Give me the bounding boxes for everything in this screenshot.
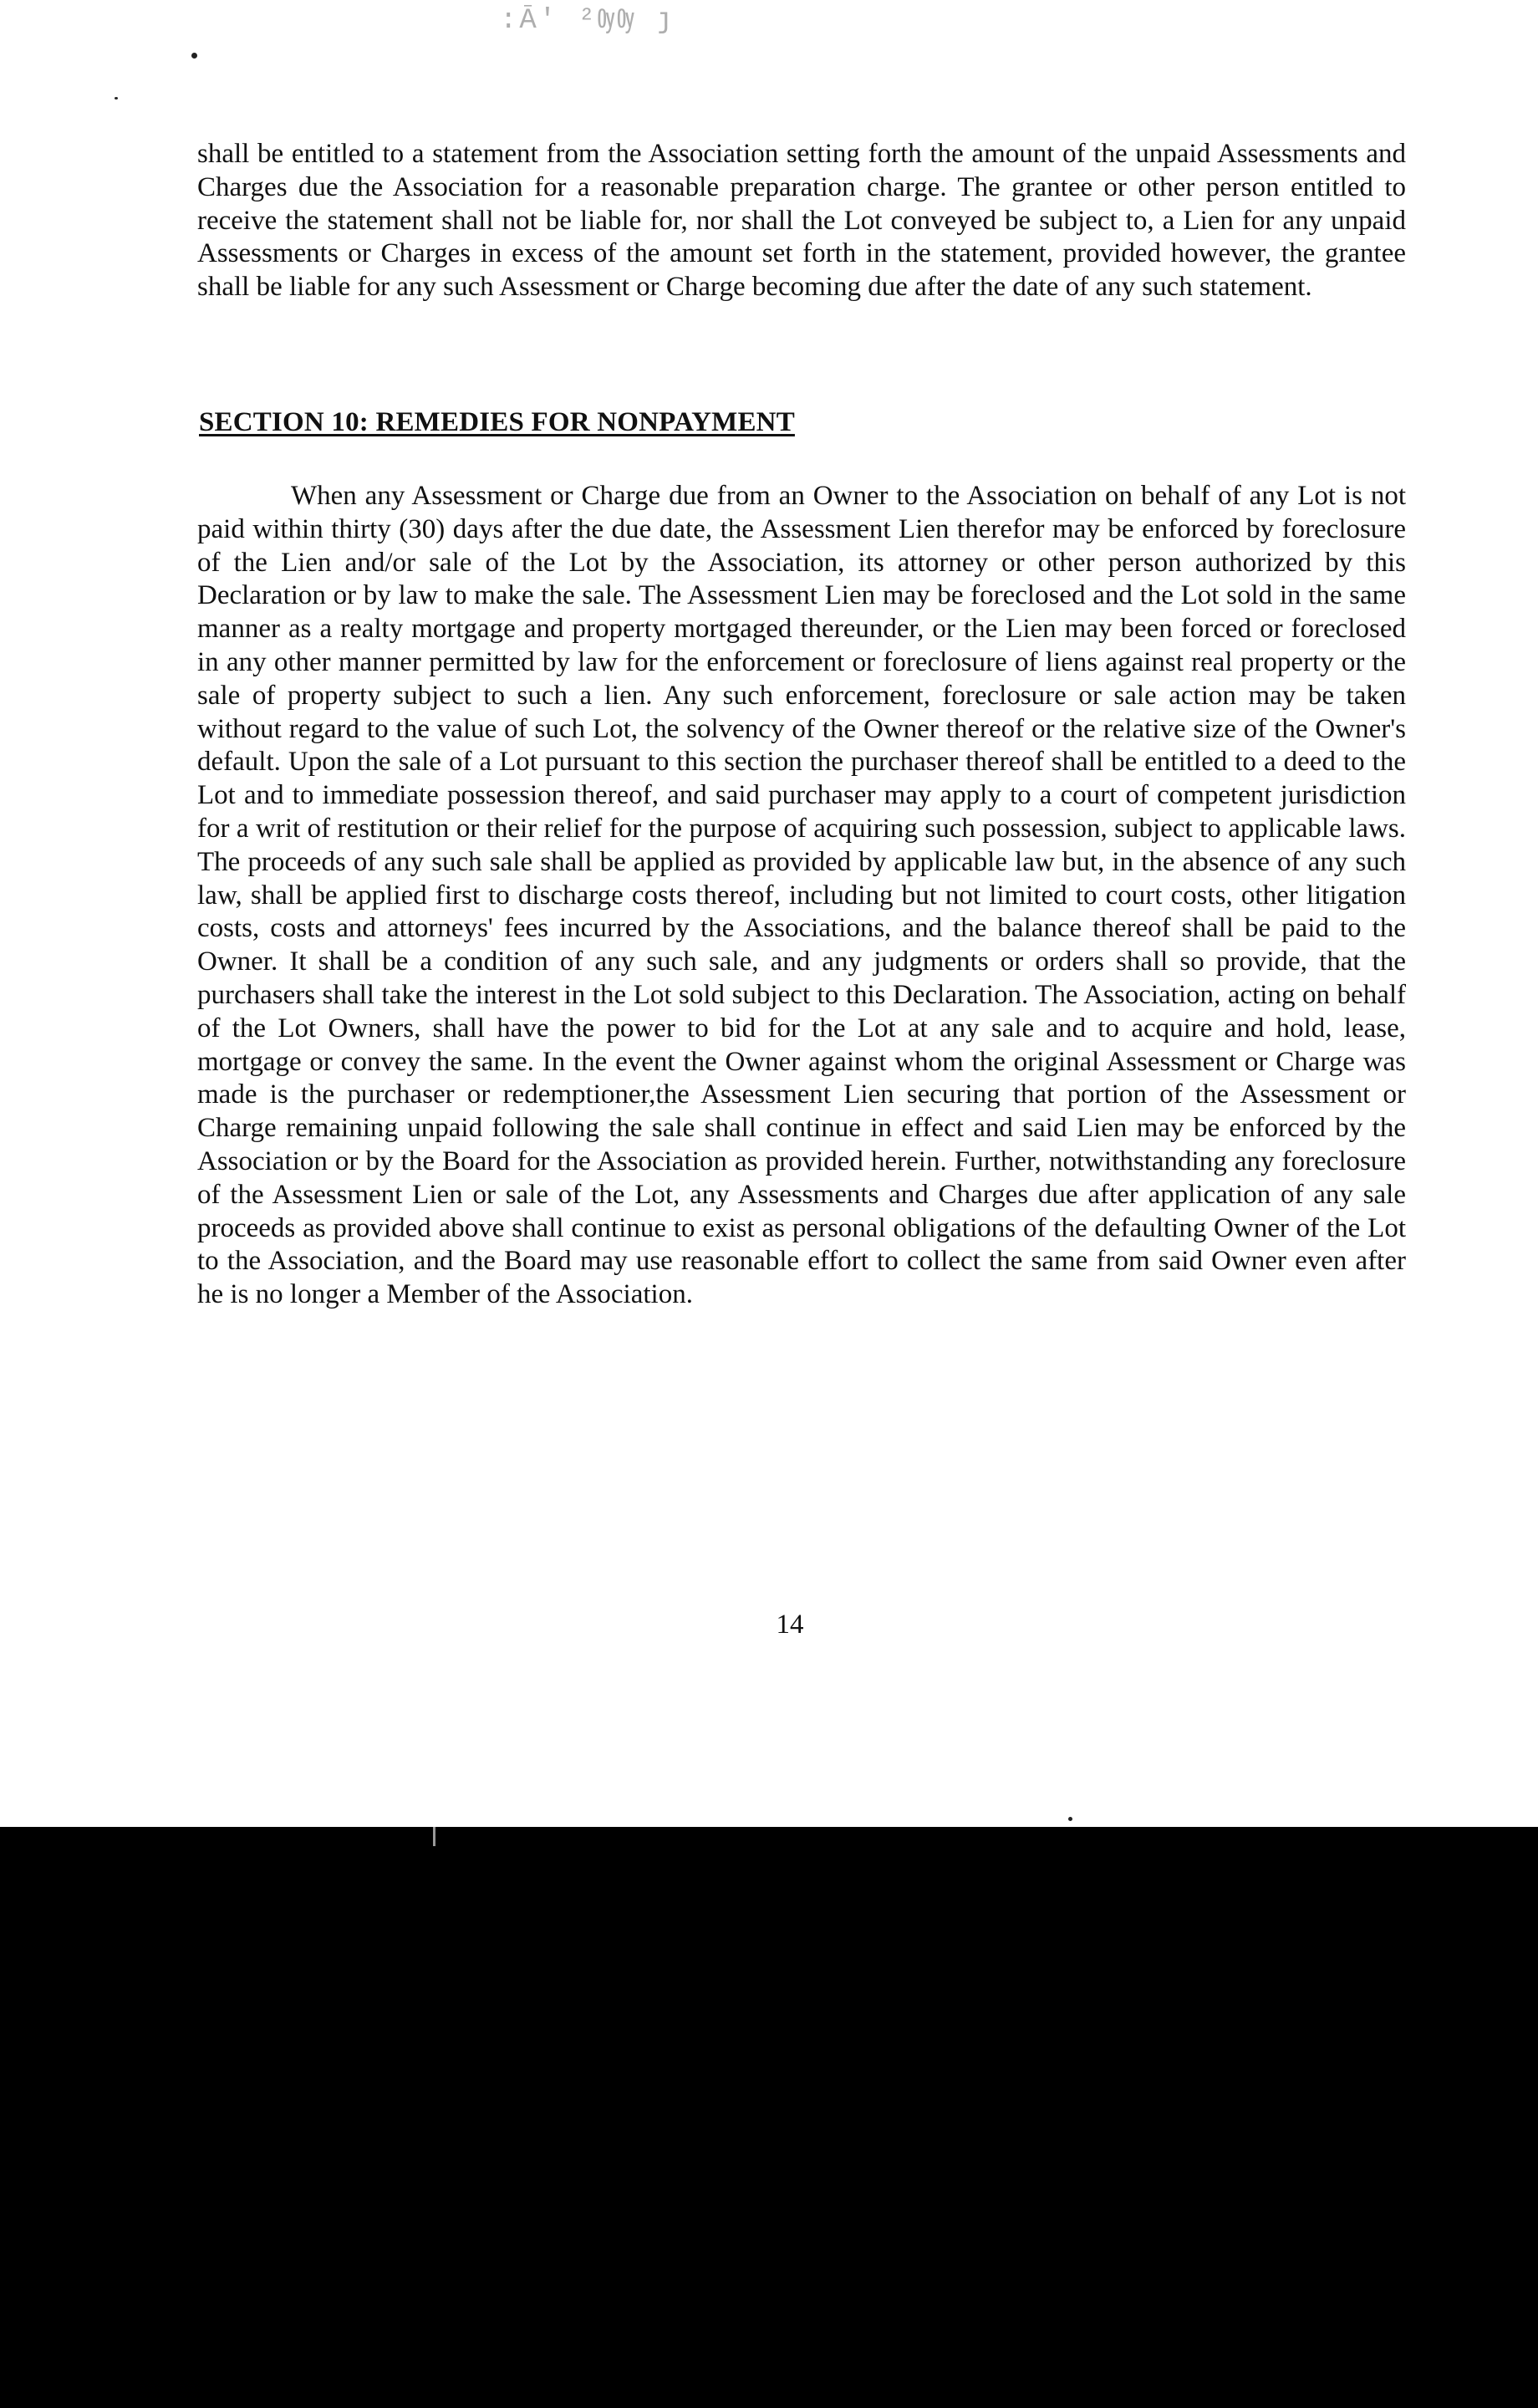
page-number: 14 — [776, 1610, 804, 1640]
scan-edge-mark — [433, 1821, 435, 1846]
scan-speck — [191, 53, 197, 59]
remedies-paragraph: When any Assessment or Charge due from an Owner to the Association on behalf of any Lot is not paid within thirty (30) days after the due date, the Assessment Lien therefor may be enforced by foreclosure of the Lien and/or sale of the Lot by the Association, its attorney or other person authorized by this Declaration or by law to make the sale. The Assessment Lien may be foreclosed and the Lot sold in the same manner as a realty mortgage and property mortgaged thereunder, or the Lien may been forced or foreclosed in any other manner permitted by law for the enforcement or foreclosure of liens against real property or the sale of property subject to such a lien. Any such enforcement, foreclosure or sale action may be taken without regard to the value of such Lot, the solvency of the Owner thereof or the relative size of the Owner's default. Upon the sale of a Lot pursuant to this section the purchaser thereof shall be entitled to a deed to the Lot and to immediate possession thereof, and said purchaser may apply to a court of competent jurisdiction for a writ of restitution or their relief for the purpose of acquiring such possession, subject to applicable laws. The proceeds of any such sale shall be applied as provided by applicable law but, in the absence of any such law, shall be applied first to discharge costs thereof, including but not limited to court costs, other litigation costs, costs and attorneys' fees incurred by the Associations, and the balance thereof shall be paid to the Owner. It shall be a condition of any such sale, and any judgments or orders shall so provide, that the purchasers shall take the interest in the Lot sold subject to this Declaration. The Association, acting on behalf of the Lot Owners, shall have the power to bid for the Lot at any sale and to acquire and hold, lease, mortgage or convey the same. In the event the Owner against whom the original Assessment or Charge was made is the purchaser or redemptioner,the Assessment Lien securing that portion of the Assessment or Charge remaining unpaid following the sale shall continue in effect and said Lien may be enforced by the Association or by the Board for the Association as provided herein. Further, notwithstanding any foreclosure of the Assessment Lien or sale of the Lot, any Assessments and Charges due after application of any sale proceeds as provided above shall continue to exist as personal obligations of the defaulting Owner of the Lot to the Association, and the Board may use reasonable effort to collect the same from said Owner even after he is no longer a Member of the Association. — [197, 481, 1406, 1310]
scan-speck — [1068, 1817, 1072, 1821]
scan-stamp: :Ā' ²ѸѸ ȷ — [500, 5, 676, 37]
scan-background — [0, 1827, 1538, 2408]
section-heading: SECTION 10: REMEDIES FOR NONPAYMENT — [199, 407, 795, 437]
scan-speck — [115, 97, 118, 99]
continuation-paragraph: shall be entitled to a statement from the Association setting forth the amount of the unpaid Assessments and Charges due the Association for a reasonable preparation charge. The grantee or other person entitled to receive the statement shall not be liable for, nor shall the Lot conveyed be subject to, a Lien for any unpaid Assessments or Charges in excess of the amount set forth in the statement, provided however, the grantee shall be liable for any such Assessment or Charge becoming due after the date of any such statement. — [197, 139, 1406, 303]
